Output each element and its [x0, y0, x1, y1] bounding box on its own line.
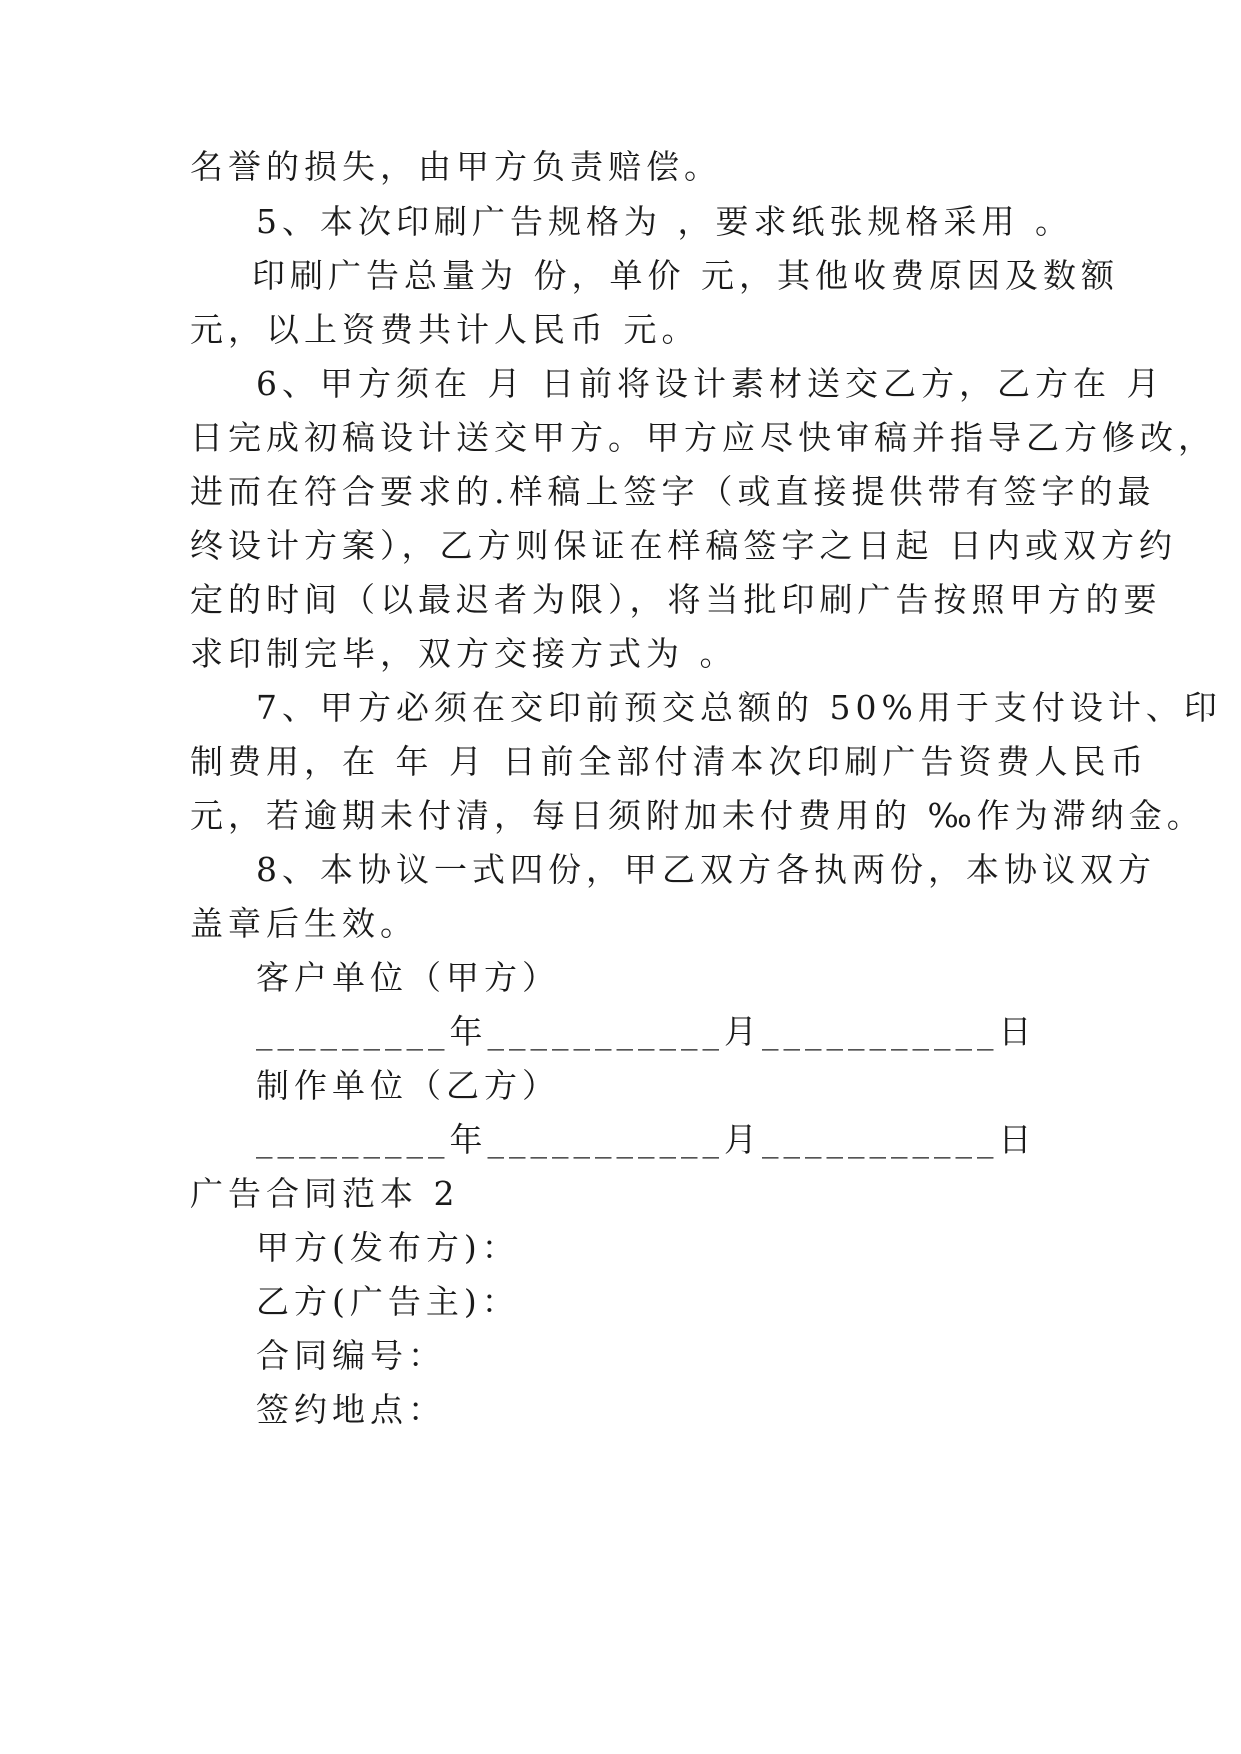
paragraph-line: 终设计方案），乙方则保证在样稿签字之日起 日内或双方约 — [190, 526, 1177, 565]
paragraph-line: 名誉的损失，由甲方负责赔偿。 — [190, 147, 722, 186]
paragraph-line: 元，以上资费共计人民币 元。 — [190, 310, 700, 349]
field-label-advertiser: 乙方(广告主)： — [256, 1282, 520, 1321]
paragraph-line: 进而在符合要求的.样稿上签字（或直接提供带有签字的最 — [190, 472, 1156, 511]
field-label-signing-place: 签约地点： — [256, 1390, 446, 1429]
paragraph-line: 日完成初稿设计送交甲方。甲方应尽快审稿并指导乙方修改， — [190, 418, 1216, 457]
date-line: _________年___________月___________日 — [256, 1012, 1037, 1051]
paragraph-line: 求印制完毕，双方交接方式为 。 — [190, 634, 738, 673]
field-label-publisher: 甲方(发布方)： — [256, 1228, 520, 1267]
party-b-label: 制作单位（乙方） — [256, 1066, 560, 1105]
section-title: 广告合同范本 2 — [190, 1174, 460, 1213]
date-line: _________年___________月___________日 — [256, 1120, 1037, 1159]
party-a-label: 客户单位（甲方） — [256, 958, 560, 997]
paragraph-line: 盖章后生效。 — [190, 904, 418, 943]
field-label-contract-number: 合同编号： — [256, 1336, 446, 1375]
clause-6-line: 6、甲方须在 月 日前将设计素材送交乙方，乙方在 月 — [256, 364, 1165, 403]
clause-5-line: 5、本次印刷广告规格为 ，要求纸张规格采用 。 — [256, 202, 1073, 241]
paragraph-line: 元，若逾期未付清，每日须附加未付费用的 ‰作为滞纳金。 — [190, 796, 1205, 835]
paragraph-line: 印刷广告总量为 份，单价 元，其他收费原因及数额 — [252, 256, 1119, 295]
clause-7-line: 7、甲方必须在交印前预交总额的 50%用于支付设计、印 — [256, 688, 1222, 727]
clause-8-line: 8、本协议一式四份，甲乙双方各执两份，本协议双方 — [256, 850, 1156, 889]
paragraph-line: 定的时间（以最迟者为限），将当批印刷广告按照甲方的要 — [190, 580, 1162, 619]
paragraph-line: 制费用，在 年 月 日前全部付清本次印刷广告资费人民币 — [190, 742, 1149, 781]
